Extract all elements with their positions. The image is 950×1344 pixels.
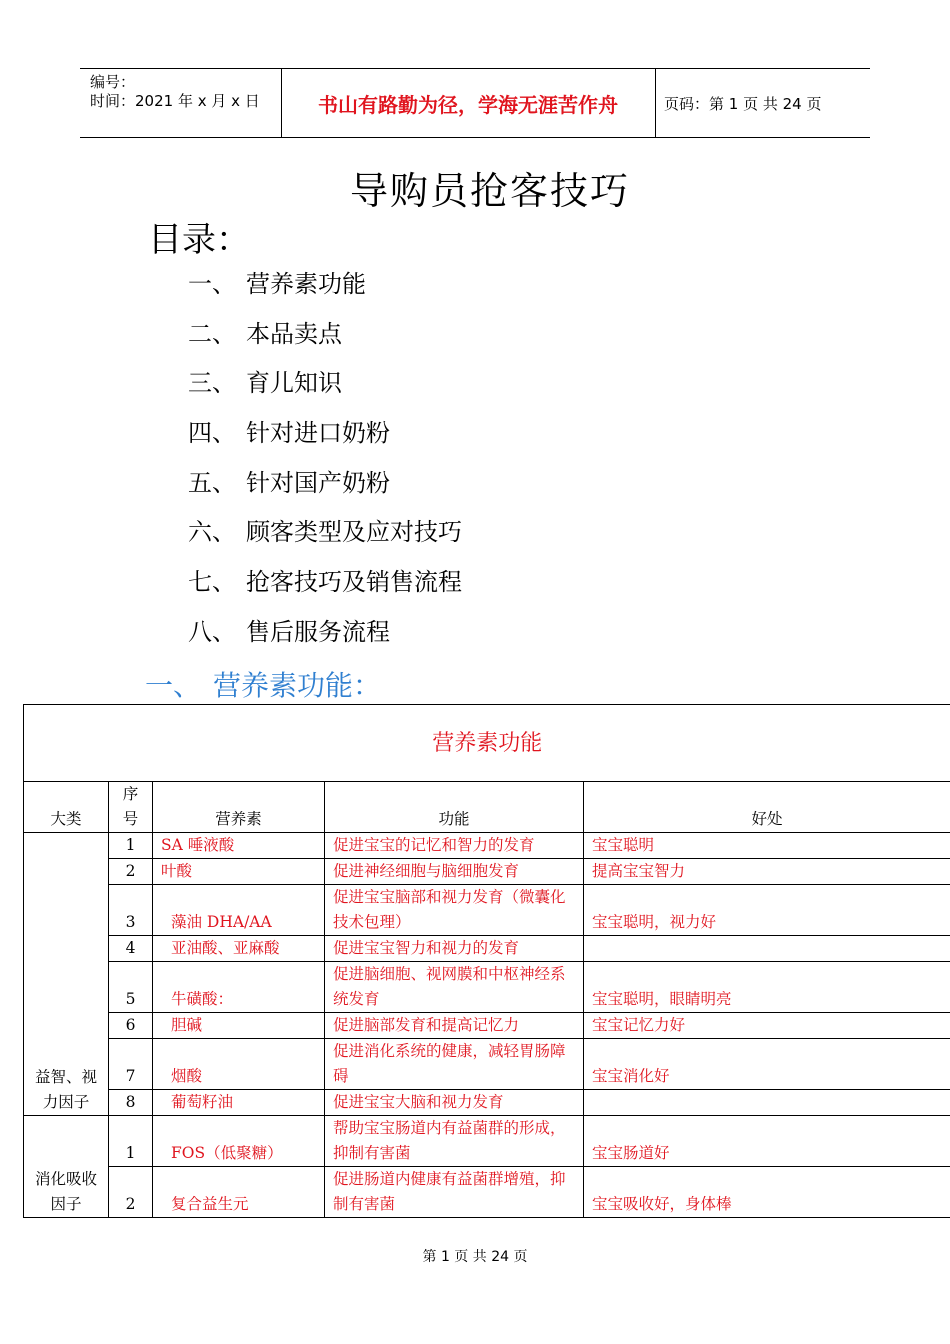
table-caption: 营养素功能 [24, 705, 950, 782]
header-page-info: 页码：第 1 页 共 24 页 [664, 94, 822, 113]
function-cell: 促进肠道内健康有益菌群增殖，抑制有害菌 [325, 1167, 584, 1218]
nutrient-cell: FOS（低聚糖） [153, 1116, 325, 1167]
doc-time-label: 时间：2021 年 x 月 x 日 [90, 92, 260, 110]
header-motto: 书山有路勤为径，学海无涯苦作舟 [318, 92, 618, 117]
benefit-cell: 宝宝消化好 [584, 1039, 950, 1090]
table-row [24, 1013, 950, 1039]
toc-item: 八、 售后服务流程 [188, 617, 390, 646]
toc-item: 二、 本品卖点 [188, 319, 342, 348]
benefit-cell: 宝宝吸收好，身体棒 [584, 1167, 950, 1218]
function-cell: 促进宝宝脑部和视力发育（微囊化技术包理） [325, 885, 584, 936]
benefit-cell [584, 936, 950, 962]
header-benefit: 好处 [584, 782, 950, 833]
function-cell: 促进宝宝智力和视力的发育 [325, 936, 584, 962]
index-cell: 2 [109, 1167, 153, 1218]
table-row [24, 1116, 950, 1167]
index-cell: 2 [109, 859, 153, 885]
header-category: 大类 [24, 782, 109, 833]
nutrient-cell: 复合益生元 [153, 1167, 325, 1218]
function-cell: 促进脑部发育和提高记忆力 [325, 1013, 584, 1039]
table-of-contents [188, 264, 462, 662]
header-nutrient: 营养素 [153, 782, 325, 833]
toc-item: 三、 育儿知识 [188, 369, 342, 398]
benefit-cell: 宝宝肠道好 [584, 1116, 950, 1167]
index-cell: 1 [109, 1116, 153, 1167]
benefit-cell: 宝宝记忆力好 [584, 1013, 950, 1039]
nutrient-cell: 藻油 DHA/AA [153, 885, 325, 936]
nutrient-cell: SA 唾液酸 [153, 833, 325, 859]
nutrient-cell: 亚油酸、亚麻酸 [153, 936, 325, 962]
page-footer: 第 1 页 共 24 页 [422, 1249, 528, 1265]
function-cell: 促进宝宝的记忆和智力的发育 [325, 833, 584, 859]
toc-item: 七、 抢客技巧及销售流程 [188, 568, 462, 597]
table-header-row [24, 782, 950, 833]
function-cell: 促进脑细胞、视网膜和中枢神经系统发育 [325, 962, 584, 1013]
document-title: 导购员抢客技巧 [349, 169, 630, 213]
nutrient-cell: 叶酸 [153, 859, 325, 885]
doc-number-label: 编号： [90, 73, 136, 91]
index-cell: 5 [109, 962, 153, 1013]
nutrient-cell: 牛磺酸： [153, 962, 325, 1013]
benefit-cell: 宝宝聪明 [584, 833, 950, 859]
header-function: 功能 [325, 782, 584, 833]
table-row [24, 1090, 950, 1116]
index-cell: 8 [109, 1090, 153, 1116]
function-cell: 帮助宝宝肠道内有益菌群的形成，抑制有害菌 [325, 1116, 584, 1167]
benefit-cell: 宝宝聪明，视力好 [584, 885, 950, 936]
table-row [24, 885, 950, 936]
nutrient-table [23, 704, 950, 1218]
section-heading: 一、 营养素功能： [145, 669, 382, 702]
function-cell: 促进宝宝大脑和视力发育 [325, 1090, 584, 1116]
table-row [24, 1167, 950, 1218]
table-row [24, 1039, 950, 1090]
page-header [80, 68, 870, 138]
toc-item: 四、 针对进口奶粉 [188, 419, 390, 448]
index-cell: 7 [109, 1039, 153, 1090]
index-cell: 4 [109, 936, 153, 962]
toc-heading: 目录： [148, 220, 250, 260]
benefit-cell: 提高宝宝智力 [584, 859, 950, 885]
nutrient-cell: 烟酸 [153, 1039, 325, 1090]
category-cell: 消化吸收因子 [24, 1116, 109, 1218]
benefit-cell: 宝宝聪明，眼睛明亮 [584, 962, 950, 1013]
function-cell: 促进消化系统的健康，减轻胃肠障碍 [325, 1039, 584, 1090]
toc-item: 一、 营养素功能 [188, 270, 366, 298]
toc-item: 六、 顾客类型及应对技巧 [188, 518, 462, 547]
table-row [24, 962, 950, 1013]
header-meta [90, 73, 260, 111]
function-cell: 促进神经细胞与脑细胞发育 [325, 859, 584, 885]
benefit-cell [584, 1090, 950, 1116]
index-cell: 3 [109, 885, 153, 936]
header-index: 序 号 [109, 782, 153, 833]
nutrient-cell: 葡萄籽油 [153, 1090, 325, 1116]
table-row [24, 859, 950, 885]
table-row [24, 833, 950, 859]
nutrient-cell: 胆碱 [153, 1013, 325, 1039]
index-cell: 6 [109, 1013, 153, 1039]
header-divider [655, 69, 656, 137]
toc-item: 五、 针对国产奶粉 [188, 468, 390, 497]
table-row [24, 936, 950, 962]
category-cell: 益智、视力因子 [24, 833, 109, 1116]
index-cell: 1 [109, 833, 153, 859]
